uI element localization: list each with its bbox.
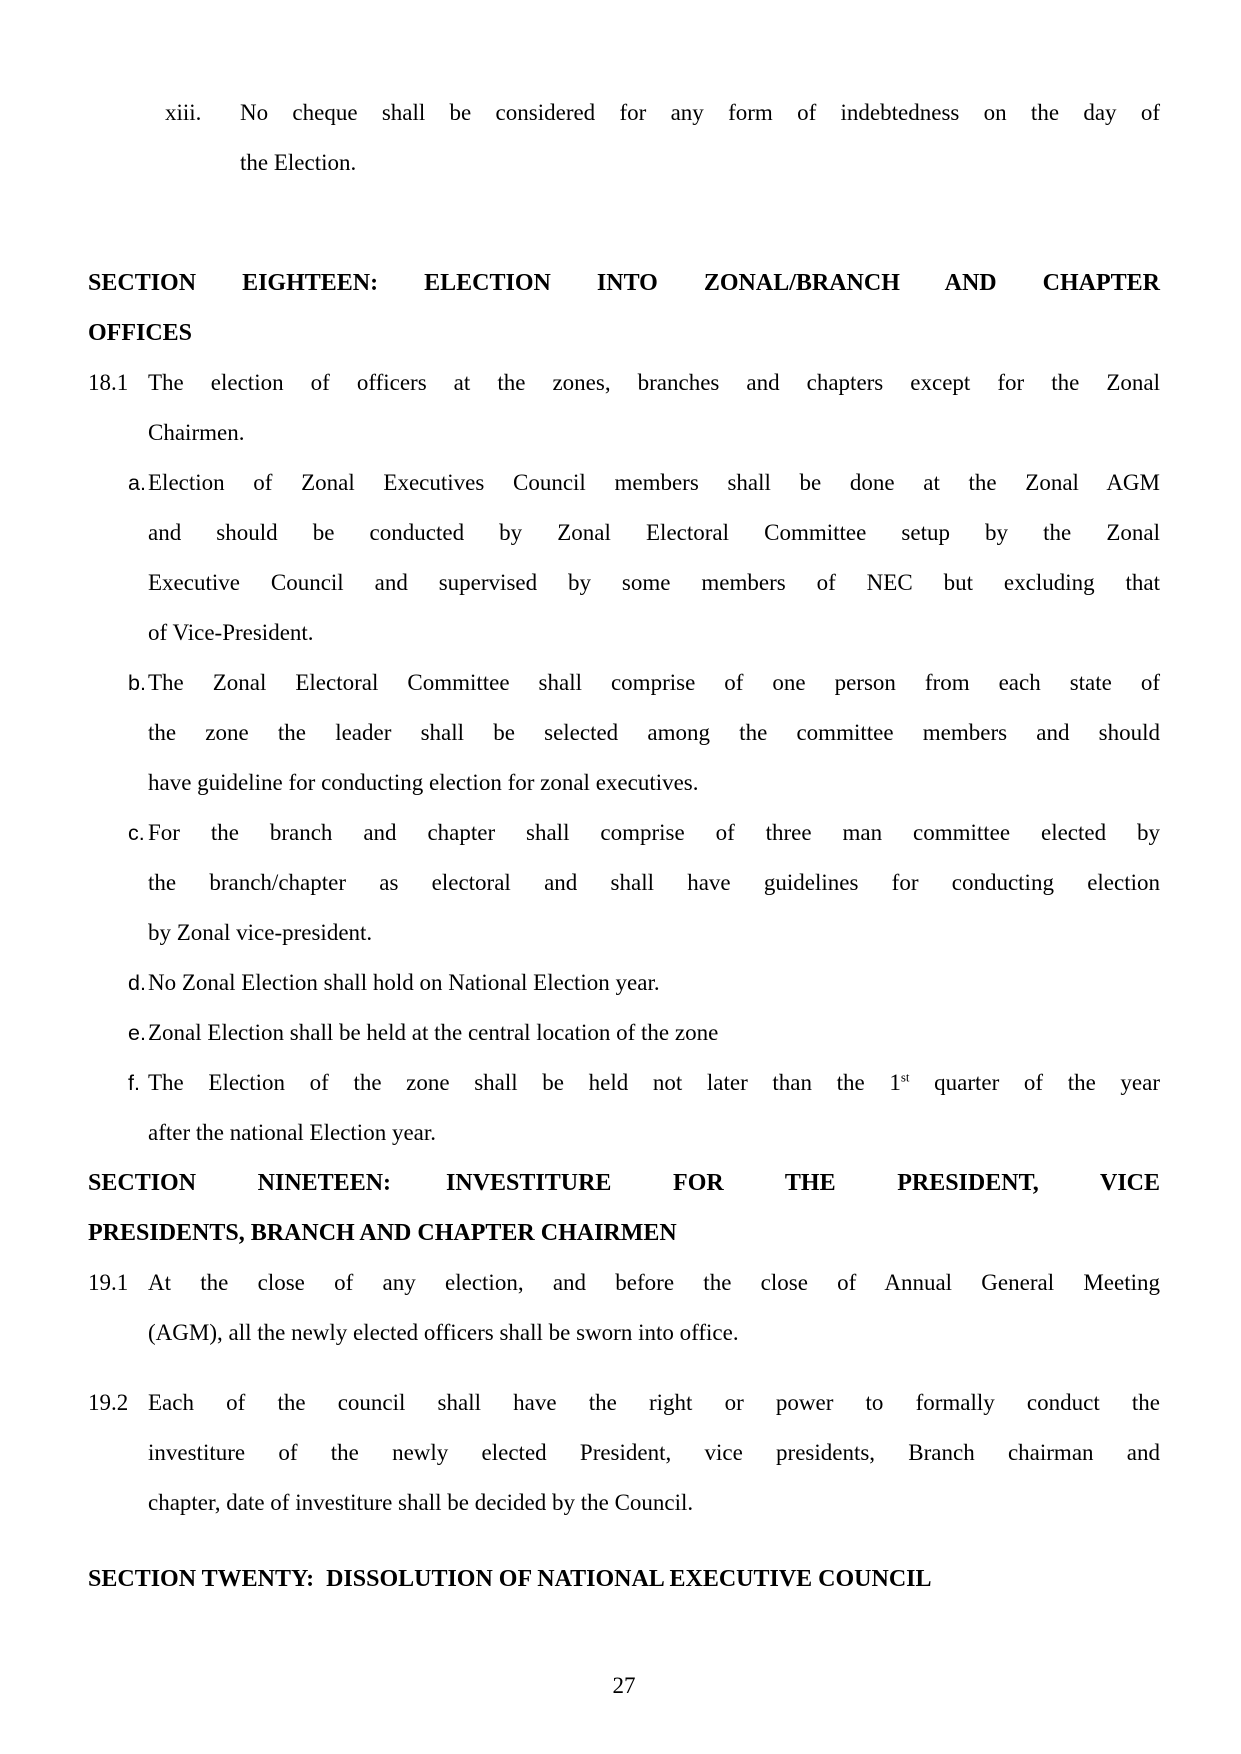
- heading-line: [88, 1158, 1160, 1208]
- ordinal-superscript: st: [900, 1069, 910, 1085]
- list-item-b: [88, 658, 1160, 808]
- section-title: INVESTITURE FOR THE PRESIDENT, VICE: [446, 1170, 1160, 1196]
- list-marker-xiii: xiii.: [165, 100, 202, 125]
- section-twenty-heading: [88, 1554, 1160, 1604]
- text-line: Zonal Election shall be held at the central location of the zone: [148, 1020, 719, 1045]
- heading-line: [88, 1554, 1160, 1604]
- list-marker-e: e.: [128, 1021, 146, 1045]
- list-item-f: [88, 1058, 1160, 1158]
- text-line: (AGM), all the newly elected officers shall be sworn into office.: [148, 1320, 739, 1345]
- clause-number: 19.1: [88, 1270, 129, 1295]
- text-line: At the close of any election, and before the close of Annual General Meeting: [148, 1270, 1160, 1295]
- text-line: after the national Election year.: [148, 1120, 437, 1145]
- text-line: Each of the council shall have the right or power to formally conduct the: [148, 1390, 1160, 1415]
- section-label: SECTION TWENTY:: [88, 1566, 315, 1592]
- text-line: [148, 1058, 1160, 1108]
- list-item-d: [88, 958, 1160, 1008]
- text-line: Election of Zonal Executives Council members shall be done at the Zonal AGM: [148, 470, 1160, 495]
- heading-line: PRESIDENTS, BRANCH AND CHAPTER CHAIRMEN: [88, 1220, 677, 1246]
- text-line: and should be conducted by Zonal Electoral Committee setup by the Zonal: [148, 520, 1160, 545]
- section-eighteen-heading: [88, 258, 1160, 358]
- text-line: No Zonal Election shall hold on National Election year.: [148, 970, 660, 995]
- section-title: DISSOLUTION OF NATIONAL EXECUTIVE COUNCIL: [326, 1566, 932, 1592]
- text-line: chapter, date of investiture shall be decided by the Council.: [148, 1490, 694, 1515]
- list-marker-d: d.: [128, 971, 146, 995]
- list-item-c: [88, 808, 1160, 958]
- list-item-e: [88, 1008, 1160, 1058]
- text-line: The Zonal Electoral Committee shall comprise of one person from each state of: [148, 670, 1160, 695]
- list-marker-f: f.: [128, 1071, 140, 1095]
- section-label: SECTION NINETEEN:: [88, 1170, 392, 1196]
- clause-19-2: [88, 1378, 1160, 1528]
- list-item-xiii: [88, 88, 1160, 188]
- text-line: investiture of the newly elected President, vice presidents, Branch chairman and: [148, 1440, 1160, 1465]
- heading-line: SECTION EIGHTEEN: ELECTION INTO ZONAL/BRANCH AND CHAPTER: [88, 270, 1160, 296]
- list-marker-b: b.: [128, 671, 146, 695]
- list-marker-c: c.: [128, 821, 145, 845]
- text-line: the branch/chapter as electoral and shall have guidelines for conducting election: [148, 870, 1160, 895]
- text-line: of Vice-President.: [148, 620, 314, 645]
- text-line: No cheque shall be considered for any form of indebtedness on the day of: [240, 100, 1160, 125]
- page-number: 27: [612, 1673, 636, 1698]
- heading-line: OFFICES: [88, 320, 193, 346]
- clause-number: 18.1: [88, 370, 129, 395]
- text-line: have guideline for conducting election for zonal executives.: [148, 770, 699, 795]
- text-line: For the branch and chapter shall comprise of three man committee elected by: [148, 820, 1160, 845]
- text-line: The election of officers at the zones, branches and chapters except for the Zonal: [148, 370, 1160, 395]
- text-segment: quarter of the year: [909, 1070, 1160, 1095]
- list-item-a: [88, 458, 1160, 658]
- text-line: the Election.: [240, 150, 357, 175]
- list-marker-a: a.: [128, 471, 146, 495]
- clause-19-1: [88, 1258, 1160, 1358]
- text-line: Chairmen.: [148, 420, 245, 445]
- text-line: Executive Council and supervised by some members of NEC but excluding that: [148, 570, 1160, 595]
- text-line: the zone the leader shall be selected among the committee members and should: [148, 720, 1160, 745]
- text-segment: The Election of the zone shall be held not later than the 1: [148, 1070, 901, 1095]
- section-nineteen-heading: [88, 1158, 1160, 1258]
- text-line: by Zonal vice-president.: [148, 920, 373, 945]
- clause-18-1: [88, 358, 1160, 458]
- clause-number: 19.2: [88, 1390, 129, 1415]
